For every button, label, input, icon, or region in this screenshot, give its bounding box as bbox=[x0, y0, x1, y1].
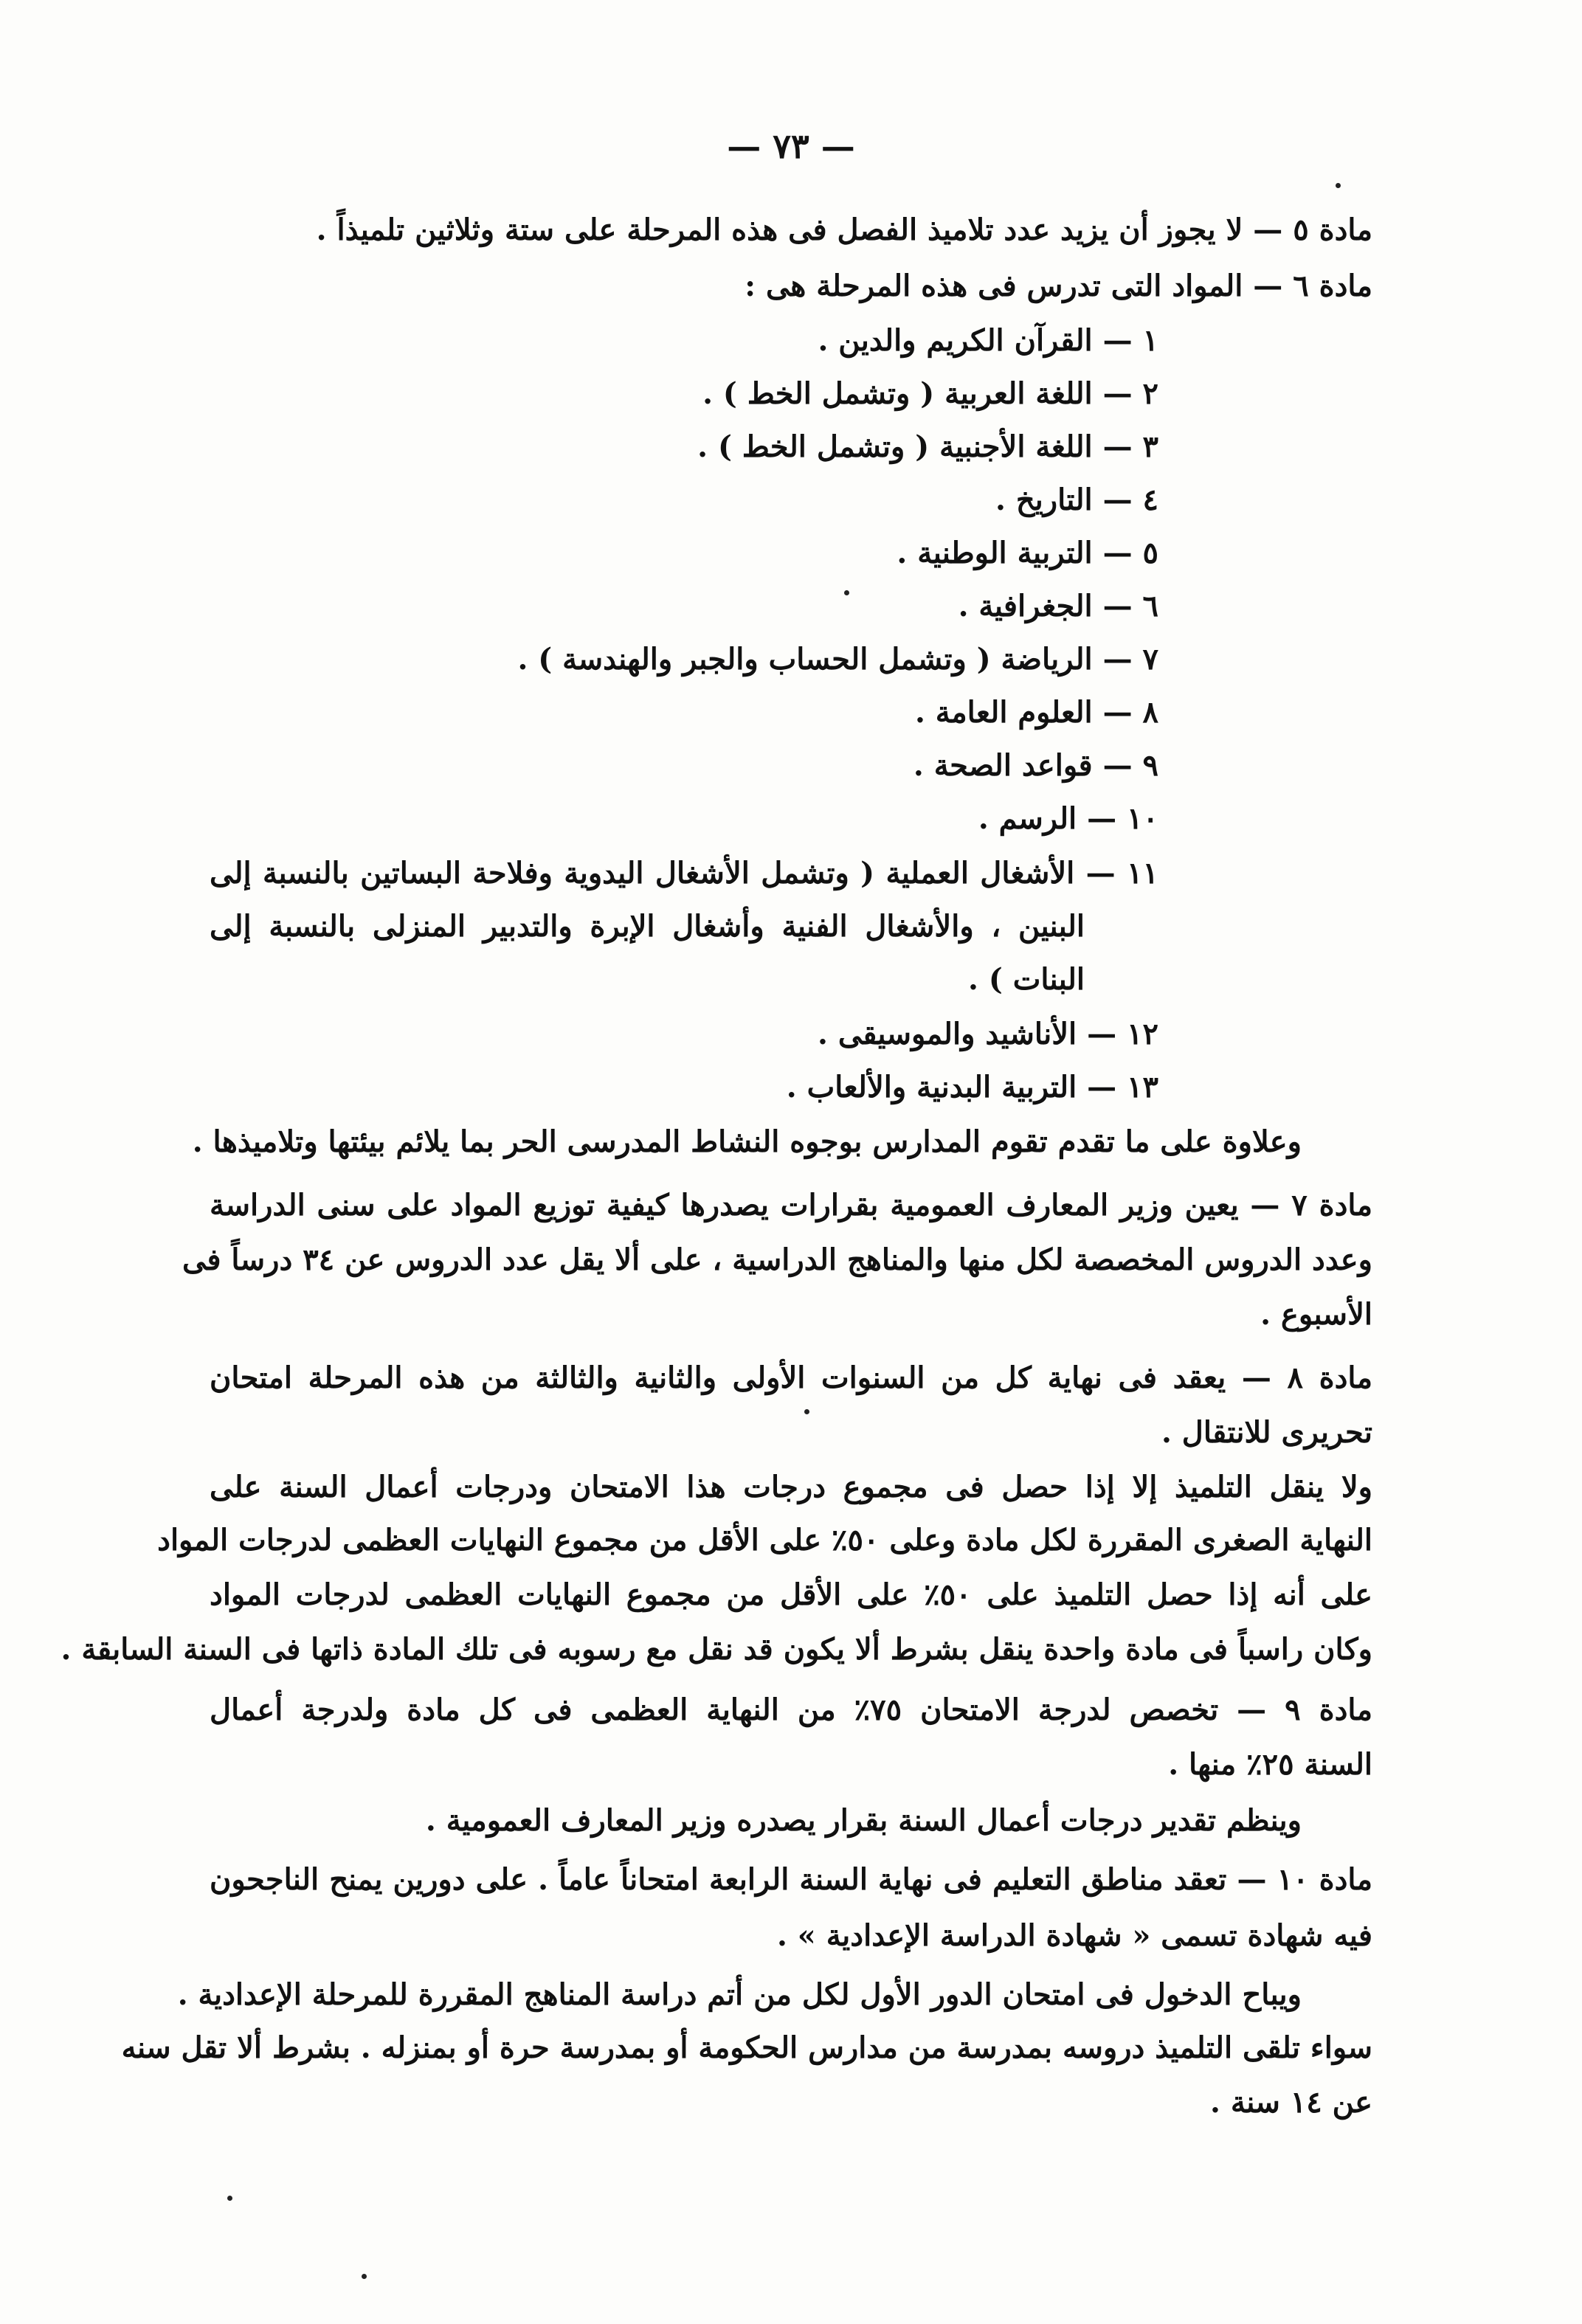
article-10: مادة ١٠ — تعقد مناطق التعليم فى نهاية السنة الرابعة امتحاناً عاماً . على دورين يمنح الناجحون bbox=[210, 1862, 1373, 1897]
article-7-line: الأسبوع . bbox=[1260, 1297, 1372, 1332]
list-item: ٧ — الرياضة ( وتشمل الحساب والجبر والهندسة ) . bbox=[517, 642, 1158, 677]
list-item: ٩ — قواعد الصحة . bbox=[913, 748, 1158, 783]
list-item: ١٠ — الرسم . bbox=[978, 801, 1158, 836]
paragraph: ولا ينقل التلميذ إلا إذا حصل فى مجموع درجات هذا الامتحان ودرجات أعمال السنة على bbox=[210, 1470, 1372, 1504]
page-number: — ٧٣ — bbox=[727, 126, 855, 166]
list-item-continuation: البنين ، والأشغال الفنية وأشغال الإبرة والتدبير المنزلى بالنسبة إلى bbox=[210, 909, 1085, 944]
paragraph: وينظم تقدير درجات أعمال السنة بقرار يصدره وزير المعارف العمومية . bbox=[425, 1803, 1302, 1838]
scan-speck bbox=[1336, 183, 1341, 188]
list-item: ٤ — التاريخ . bbox=[995, 483, 1158, 517]
list-item: ١٣ — التربية البدنية والألعاب . bbox=[786, 1070, 1158, 1104]
scan-speck bbox=[227, 2196, 232, 2201]
article-8: مادة ٨ — يعقد فى نهاية كل من السنوات الأولى والثانية والثالثة من هذه المرحلة امتحان bbox=[210, 1360, 1373, 1395]
list-item: ٥ — التربية الوطنية . bbox=[897, 536, 1158, 570]
list-item-continuation: البنات ) . bbox=[968, 962, 1085, 997]
article-9-line: السنة ٢٥٪ منها . bbox=[1168, 1747, 1372, 1782]
list-item: ١١ — الأشغال العملية ( وتشمل الأشغال اليدوية وفلاحة البساتين بالنسبة إلى bbox=[210, 856, 1158, 890]
scan-speck bbox=[804, 1409, 809, 1414]
scan-speck bbox=[844, 590, 849, 595]
paragraph-line: النهاية الصغرى المقررة لكل مادة وعلى ٥٠٪ على الأقل من مجموع النهايات العظمى لدرجات المواد bbox=[157, 1523, 1372, 1557]
paragraph-line: على أنه إذا حصل التلميذ على ٥٠٪ على الأقل من مجموع النهايات العظمى لدرجات المواد bbox=[210, 1577, 1372, 1612]
paragraph: ويباح الدخول فى امتحان الدور الأول لكل من أتم دراسة المناهج المقررة للمرحلة الإعدادية . bbox=[177, 1977, 1302, 2012]
list-item: ٣ — اللغة الأجنبية ( وتشمل الخط ) . bbox=[697, 429, 1158, 464]
article-9: مادة ٩ — تخصص لدرجة الامتحان ٧٥٪ من النهاية العظمى فى كل مادة ولدرجة أعمال bbox=[210, 1692, 1373, 1727]
article-7: مادة ٧ — يعين وزير المعارف العمومية بقرارات يصدرها كيفية توزيع المواد على سنى الدراسة bbox=[210, 1188, 1372, 1222]
list-item: ٢ — اللغة العربية ( وتشمل الخط ) . bbox=[702, 376, 1158, 411]
article-5: مادة ٥ — لا يجوز أن يزيد عدد تلاميذ الفصل فى هذه المرحلة على ستة وثلاثين تلميذاً . bbox=[316, 212, 1372, 247]
list-item: ١٢ — الأناشيد والموسيقى . bbox=[818, 1017, 1158, 1051]
article-7-line: وعدد الدروس المخصصة لكل منها والمناهج الدراسية ، على ألا يقل عدد الدروس عن ٣٤ درساً فى bbox=[182, 1242, 1372, 1277]
article-6-heading: مادة ٦ — المواد التى تدرس فى هذه المرحلة هى : bbox=[745, 269, 1372, 303]
article-8-line: تحريرى للانتقال . bbox=[1161, 1415, 1372, 1450]
scan-speck bbox=[362, 2274, 367, 2279]
list-item: ٨ — العلوم العامة . bbox=[914, 695, 1158, 730]
paragraph: وعلاوة على ما تقدم تقوم المدارس بوجوه النشاط المدرسى الحر بما يلائم بيئتها وتلاميذها . bbox=[192, 1124, 1302, 1159]
list-item: ٦ — الجغرافية . bbox=[958, 589, 1158, 623]
list-item: ١ — القرآن الكريم والدين . bbox=[818, 323, 1158, 358]
paragraph-line: عن ١٤ سنة . bbox=[1209, 2085, 1372, 2120]
article-10-line: فيه شهادة تسمى « شهادة الدراسة الإعدادية » . bbox=[776, 1918, 1372, 1953]
paragraph-line: وكان راسباً فى مادة واحدة ينقل بشرط ألا يكون قد نقل مع رسوبه فى تلك المادة ذاتها فى السنة السابقة . bbox=[61, 1632, 1372, 1667]
paragraph-line: سواء تلقى التلميذ دروسه بمدرسة من مدارس الحكومة أو بمدرسة حرة أو بمنزله . بشرط ألا تقل سنه bbox=[121, 2030, 1372, 2065]
